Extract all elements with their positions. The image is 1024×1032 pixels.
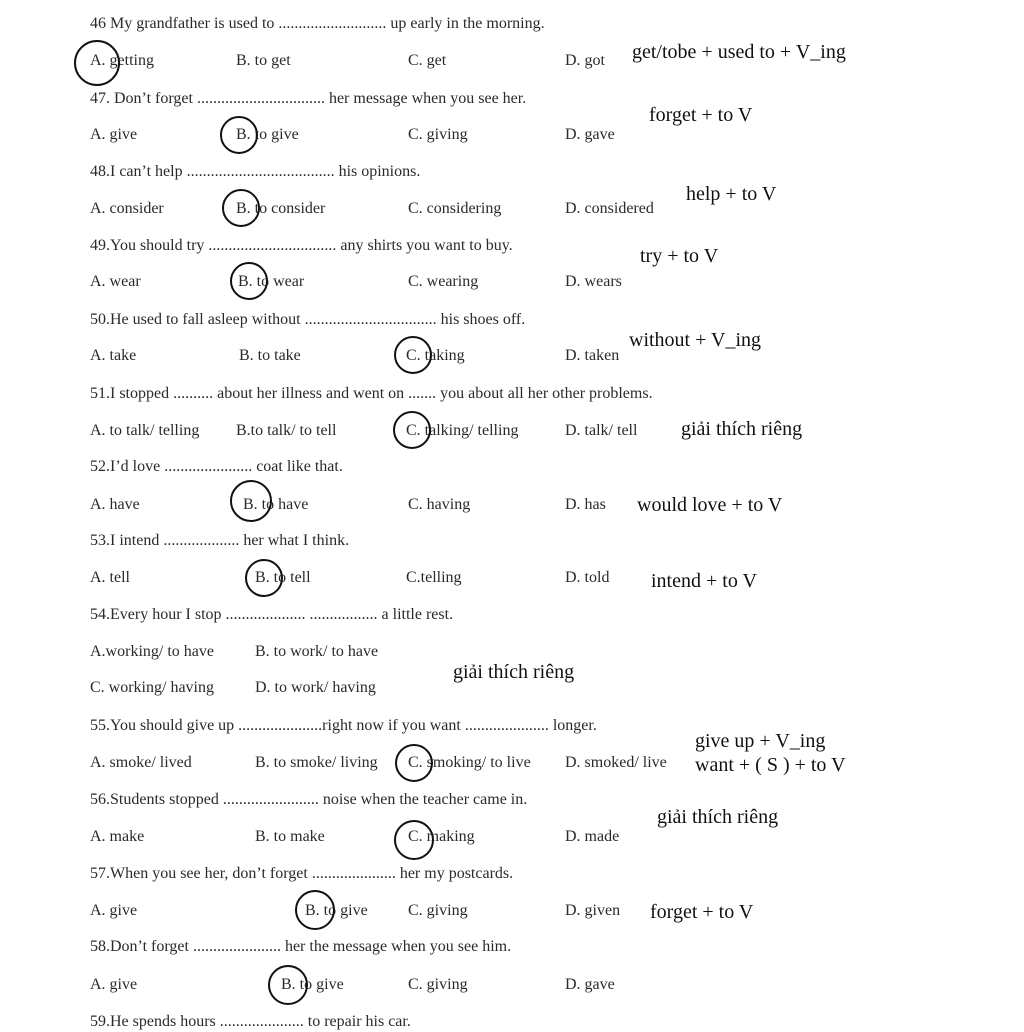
option-48-b[interactable]: B. to consider: [236, 200, 326, 217]
answer-circle-53: [245, 559, 283, 597]
answer-circle-55: [395, 744, 433, 782]
option-51-b[interactable]: B.to talk/ to tell: [236, 422, 337, 439]
option-46-b[interactable]: B. to get: [236, 52, 291, 69]
option-50-a[interactable]: A. take: [90, 347, 137, 364]
option-58-c[interactable]: C. giving: [408, 976, 468, 993]
note-51: giải thích riêng: [681, 418, 803, 440]
option-56-c[interactable]: C. making: [408, 828, 475, 845]
answer-circle-52: [230, 480, 272, 522]
option-56-b[interactable]: B. to make: [255, 828, 325, 845]
question-50: 50.He used to fall asleep without ................................. his shoes off.: [90, 311, 526, 328]
answer-circle-51: [393, 411, 431, 449]
option-48-d[interactable]: D. considered: [565, 200, 654, 217]
question-48: 48.I can’t help ..................................... his opinions.: [90, 163, 421, 180]
option-49-b[interactable]: B. to wear: [238, 273, 305, 290]
option-50-d[interactable]: D. taken: [565, 347, 620, 364]
question-55: 55.You should give up .....................right now if you want ..................... longer.: [90, 717, 597, 734]
option-52-c[interactable]: C. having: [408, 496, 471, 513]
question-46: 46 My grandfather is used to ........................... up early in the morning.: [90, 15, 545, 32]
option-50-b[interactable]: B. to take: [239, 347, 301, 364]
option-46-d[interactable]: D. got: [565, 52, 605, 69]
note-54: giải thích riêng: [453, 661, 575, 683]
option-58-d[interactable]: D. gave: [565, 976, 615, 993]
option-46-a[interactable]: A. getting: [90, 52, 154, 69]
note-49: try + to V: [640, 245, 719, 267]
note-53: intend + to V: [651, 570, 757, 592]
question-56: 56.Students stopped ........................ noise when the teacher came in.: [90, 791, 528, 808]
question-52: 52.I’d love ...................... coat like that.: [90, 458, 343, 475]
question-49: 49.You should try ................................ any shirts you want to buy.: [90, 237, 513, 254]
option-58-b[interactable]: B. to give: [281, 976, 344, 993]
note-52: would love + to V: [637, 494, 783, 516]
option-49-c[interactable]: C. wearing: [408, 273, 479, 290]
answer-circle-50: [394, 336, 432, 374]
option-51-d[interactable]: D. talk/ tell: [565, 422, 638, 439]
option-55-b[interactable]: B. to smoke/ living: [255, 754, 378, 771]
option-47-b[interactable]: B. to give: [236, 126, 299, 143]
note-48: help + to V: [686, 183, 777, 205]
option-54-b[interactable]: B. to work/ to have: [255, 643, 379, 660]
note-50: without + V_ing: [629, 329, 762, 351]
option-54-d[interactable]: D. to work/ having: [255, 679, 376, 696]
option-55-a[interactable]: A. smoke/ lived: [90, 754, 192, 771]
option-46-c[interactable]: C. get: [408, 52, 447, 69]
option-57-b[interactable]: B. to give: [305, 902, 368, 919]
question-47: 47. Don’t forget ................................ her message when you see her.: [90, 90, 527, 107]
note-55-want: want + ( S ) + to V: [695, 754, 846, 776]
option-51-a[interactable]: A. to talk/ telling: [90, 422, 200, 439]
note-56: giải thích riêng: [657, 806, 779, 828]
question-59: 59.He spends hours ..................... to repair his car.: [90, 1013, 411, 1030]
option-47-c[interactable]: C. giving: [408, 126, 468, 143]
option-53-b[interactable]: B. to tell: [255, 569, 311, 586]
answer-circle-49: [230, 262, 268, 300]
answer-circle-48: [222, 189, 260, 227]
option-47-d[interactable]: D. gave: [565, 126, 615, 143]
option-56-a[interactable]: A. make: [90, 828, 145, 845]
question-54: 54.Every hour I stop .................... ................. a little rest.: [90, 606, 454, 623]
question-53: 53.I intend ................... her what I think.: [90, 532, 350, 549]
option-53-a[interactable]: A. tell: [90, 569, 130, 586]
note-46: get/tobe + used to + V_ing: [632, 41, 846, 63]
option-52-d[interactable]: D. has: [565, 496, 606, 513]
option-55-d[interactable]: D. smoked/ live: [565, 754, 667, 771]
question-57: 57.When you see her, don’t forget ..................... her my postcards.: [90, 865, 514, 882]
option-48-c[interactable]: C. considering: [408, 200, 502, 217]
question-58: 58.Don’t forget ...................... her the message when you see him.: [90, 938, 512, 955]
option-48-a[interactable]: A. consider: [90, 200, 164, 217]
option-57-c[interactable]: C. giving: [408, 902, 468, 919]
option-53-c[interactable]: C.telling: [406, 569, 462, 586]
option-56-d[interactable]: D. made: [565, 828, 620, 845]
option-57-d[interactable]: D. given: [565, 902, 621, 919]
answer-circle-46: [74, 40, 120, 86]
note-57: forget + to V: [650, 901, 754, 923]
option-55-c[interactable]: C. smoking/ to live: [408, 754, 531, 771]
option-53-d[interactable]: D. told: [565, 569, 610, 586]
option-57-a[interactable]: A. give: [90, 902, 138, 919]
option-52-b[interactable]: B. to have: [243, 496, 309, 513]
option-54-c[interactable]: C. working/ having: [90, 679, 214, 696]
option-49-a[interactable]: A. wear: [90, 273, 141, 290]
answer-circle-56: [394, 820, 434, 860]
cut-off-line: [0, 1012, 1024, 1030]
option-58-a[interactable]: A. give: [90, 976, 138, 993]
question-51: 51.I stopped .......... about her illness and went on ....... you about all her other problems.: [90, 385, 653, 402]
note-55-give-up: give up + V_ing: [695, 730, 826, 752]
answer-circle-57: [295, 890, 335, 930]
answer-circle-58: [268, 965, 308, 1005]
note-47: forget + to V: [649, 104, 753, 126]
option-50-c[interactable]: C. taking: [406, 347, 465, 364]
option-51-c[interactable]: C. talking/ telling: [406, 422, 519, 439]
option-49-d[interactable]: D. wears: [565, 273, 622, 290]
option-47-a[interactable]: A. give: [90, 126, 138, 143]
option-52-a[interactable]: A. have: [90, 496, 140, 513]
answer-circle-47: [220, 116, 258, 154]
option-54-a[interactable]: A.working/ to have: [90, 643, 214, 660]
